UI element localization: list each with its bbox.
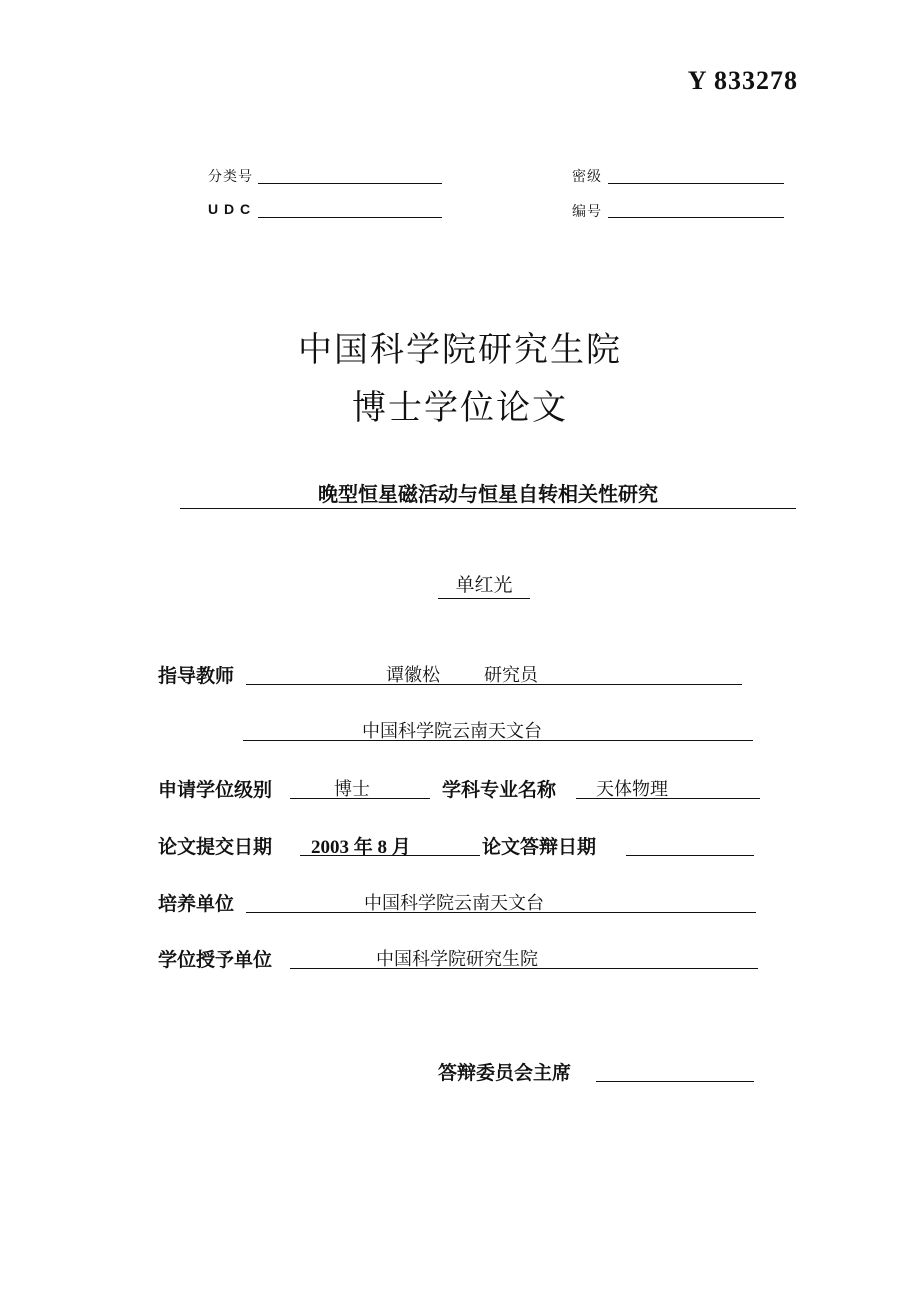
udc-label: U D C xyxy=(208,201,252,217)
advisor-name: 谭徽松 xyxy=(386,665,440,686)
advisor-affiliation: 中国科学院云南天文台 xyxy=(362,721,542,742)
major: 天体物理 xyxy=(596,779,668,800)
major-label: 学科专业名称 xyxy=(442,779,557,801)
degree-level-label: 申请学位级别 xyxy=(158,779,273,801)
udc-line xyxy=(258,217,442,218)
security-line xyxy=(608,183,784,184)
defense-date-line xyxy=(626,833,754,856)
committee-chair-label: 答辩委员会主席 xyxy=(438,1062,572,1084)
submit-date: 2003 年 8 月 xyxy=(311,837,411,858)
institution-title: 中国科学院研究生院 xyxy=(298,330,622,370)
grantor-label: 学位授予单位 xyxy=(158,949,273,971)
number-label: 编号 xyxy=(572,204,602,220)
committee-chair-line xyxy=(596,1059,754,1082)
degree-title: 博士学位论文 xyxy=(352,388,568,428)
security-label: 密级 xyxy=(572,169,602,185)
grantor: 中国科学院研究生院 xyxy=(376,949,538,970)
category-line xyxy=(258,183,442,184)
submit-date-label: 论文提交日期 xyxy=(158,836,273,858)
category-label: 分类号 xyxy=(208,169,253,185)
degree-level: 博士 xyxy=(334,779,370,800)
thesis-title: 晚型恒星磁活动与恒星自转相关性研究 xyxy=(180,478,796,509)
defense-date-label: 论文答辩日期 xyxy=(482,836,597,858)
training-unit: 中国科学院云南天文台 xyxy=(364,893,544,914)
number-line xyxy=(608,217,784,218)
training-unit-label: 培养单位 xyxy=(158,893,235,915)
author-name: 单红光 xyxy=(438,570,530,599)
catalog-number: Y 833278 xyxy=(687,66,798,95)
advisor-label: 指导教师 xyxy=(158,665,235,687)
advisor-title: 研究员 xyxy=(484,665,538,686)
